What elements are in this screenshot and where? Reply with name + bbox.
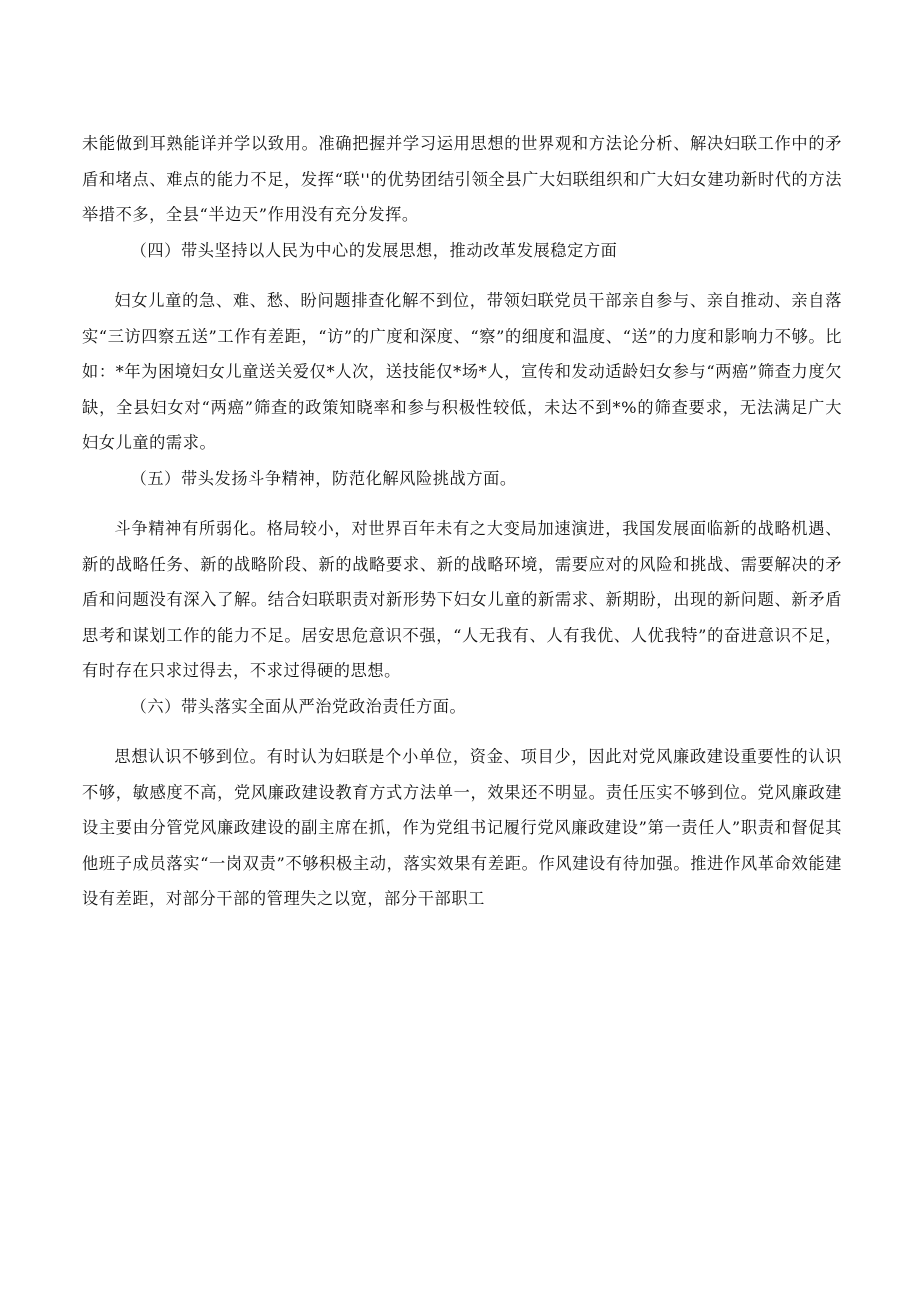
paragraph-section-6: 思想认识不够到位。有时认为妇联是个小单位，资金、项目少，因此对党风廉政建设重要性的认识不够，敏感度不高，党风廉政建设教育方式方法单一，效果还不明显。责任压实不够到位。党风廉政建设主要由分管党风廉政建设的副主席在抓，作为党组书记履行党风廉政建设”第一责任人”职责和督促其他班子成员落实“一岗双责”不够积极主动，落实效果有差距。作风建设有待加强。推进作风革命效能建设有差距，对部分干部的管理失之以宽，部分干部职工 [82,747,842,908]
paragraph-section-5: 斗争精神有所弱化。格局较小，对世界百年未有之大变局加速演进，我国发展面临新的战略机遇、新的战略任务、新的战略阶段、新的战略要求、新的战略环境，需要应对的风险和挑战、需要解决的矛盾和问题没有深入了解。结合妇联职责对新形势下妇女儿童的新需求、新期盼，出现的新问题、新矛盾思考和谋划工作的能力不足。居安思危意识不强，“人无我有、人有我优、人优我特”的奋进意识不足，有时存在只求过得去，不求过得硬的思想。 [82,519,842,680]
section-heading-4: （四）带头坚持以人民为中心的发展思想，推动改革发展稳定方面 [130,240,618,260]
paragraph-section-4: 妇女儿童的急、难、愁、盼问题排查化解不到位，带领妇联党员干部亲自参与、亲自推动、亲自落实“三访四察五送”工作有差距，“访”的广度和深度、“察”的细度和温度、“送”的力度和影响力不够。比如：*年为困境妇女儿童送关爱仅*人次，送技能仅*场*人，宣传和发动适龄妇女参与“两癌”筛查力度欠缺，全县妇女对“两癌”筛查的政策知晓率和参与积极性较低，未达不到*%的筛查要求，无法满足广大妇女儿童的需求。 [82,291,842,452]
document-page [82,126,842,917]
section-heading-6: （六）带头落实全面从严治党政治责任方面。 [130,696,467,716]
section-heading-5: （五）带头发扬斗争精神，防范化解风险挑战方面。 [130,468,517,488]
paragraph-continuation: 未能做到耳熟能详并学以致用。准确把握并学习运用思想的世界观和方法论分析、解决妇联工作中的矛盾和堵点、难点的能力不足，发挥“联''的优势团结引领全县广大妇联组织和广大妇女建功新时代的方法举措不多，全县“半边天”作用没有充分发挥。 [82,134,842,224]
